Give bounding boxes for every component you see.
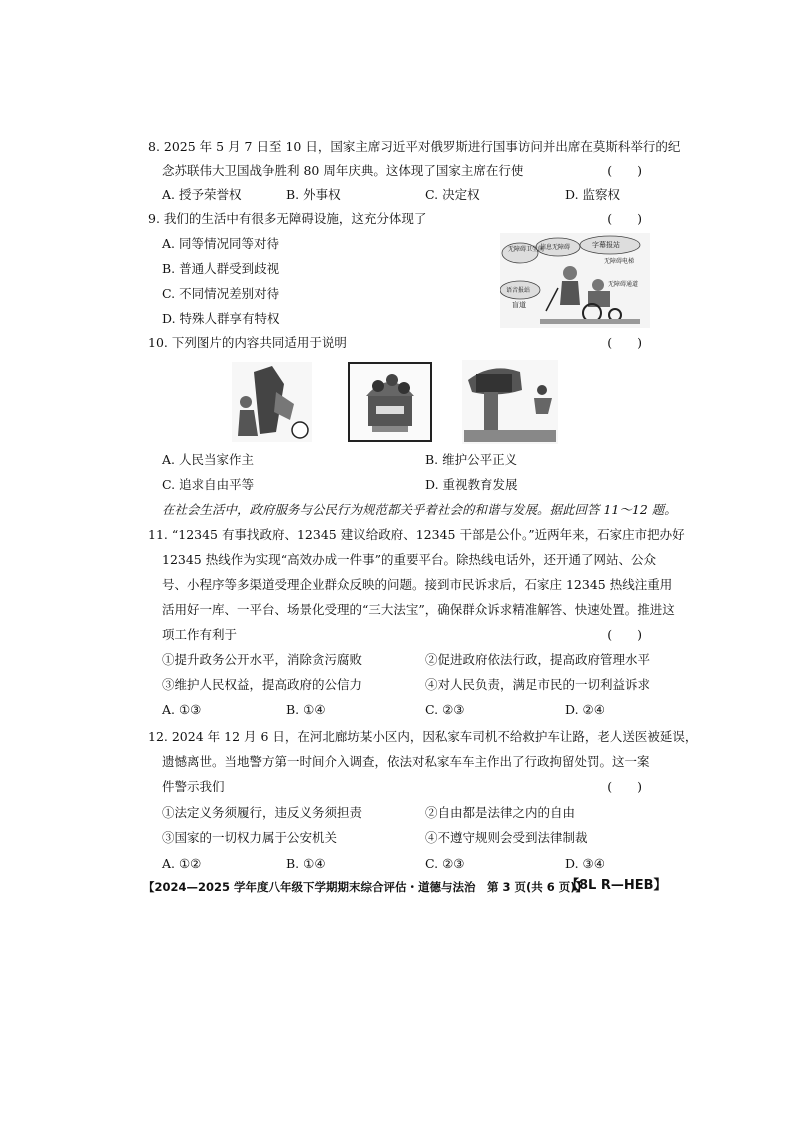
q10-option-b: B. 维护公平正义: [425, 452, 518, 467]
q12-statement-1: ①法定义务须履行，违反义务须担责: [162, 805, 363, 820]
cartoon-left-image: [232, 362, 312, 442]
label-elevator: 无障碍电梯: [604, 258, 635, 265]
q9-option-c: C. 不同情况差别对待: [162, 286, 280, 301]
cartoon-middle-image: [348, 362, 432, 442]
q10-stem: 10. 下列图片的内容共同适用于说明: [148, 335, 347, 350]
q12-statement-2: ②自由都是法律之内的自由: [425, 805, 576, 820]
q10-option-c: C. 追求自由平等: [162, 477, 255, 492]
q11-line4: 活用好一库、一平台、场景化受理的“三大法宝”，确保群众诉求精准解答、快速处置。推进这: [162, 602, 675, 617]
label-subtitle: 字幕报站: [592, 241, 620, 249]
q12-statement-3: ③国家的一切权力属于公安机关: [162, 830, 338, 845]
q11-q12-intro: 在社会生活中，政府服务与公民行为规范都关乎着社会的和谐与发展。据此回答 11～12 题。: [162, 502, 677, 517]
q12-line3: 件警示我们: [162, 779, 225, 794]
q11-statement-2: ②促进政府依法行政，提高政府管理水平: [425, 652, 651, 667]
q11-line3: 号、小程序等多渠道受理企业群众反映的问题。接到市民诉求后，石家庄 12345 热线注重用: [162, 577, 673, 592]
q8-option-d: D. 监察权: [565, 187, 621, 202]
q8-option-a: A. 授予荣誉权: [162, 187, 242, 202]
q8-option-b: B. 外事权: [286, 187, 341, 202]
accessibility-facilities-cartoon: [500, 233, 650, 328]
q12-line2: 遗憾离世。当地警方第一时间介入调查，依法对私家车车主作出了行政拘留处罚。这一案: [162, 754, 650, 769]
q12-option-c: C. ②③: [425, 856, 465, 871]
cartoon-right-image: [462, 360, 558, 444]
q11-statement-4: ④对人民负责，满足市民的一切利益诉求: [425, 677, 651, 692]
q11-option-b: B. ①④: [286, 702, 326, 717]
q8-option-c: C. 决定权: [425, 187, 480, 202]
label-restroom: 无障碍卫生间: [508, 246, 545, 253]
q11-line2: 12345 热线作为实现“高效办成一件事”的重要平台。除热线电话外，还开通了网站、公众: [162, 552, 657, 567]
q11-line1: 11. “12345 有事找政府、12345 建议给政府、12345 干部是公仆。”近两年来，石家庄市把办好: [148, 527, 685, 542]
footer-exam-info: 【2024—2025 学年度八年级下学期期末综合评估・道德与法治 第 3 页(共 6 页)】: [143, 880, 588, 894]
label-tactile: 盲道: [512, 301, 526, 309]
q9-answer-paren: ( ): [607, 211, 642, 226]
q12-statement-4: ④不遵守规则会受到法律制裁: [425, 830, 588, 845]
q9-option-a: A. 同等情况同等对待: [162, 236, 279, 251]
q11-option-c: C. ②③: [425, 702, 465, 717]
label-voice: 语音报站: [506, 287, 531, 294]
q11-line5: 项工作有利于: [162, 627, 238, 642]
q12-option-d: D. ③④: [565, 856, 605, 871]
q12-option-a: A. ①②: [162, 856, 202, 871]
q8-stem-line2: 念苏联伟大卫国战争胜利 80 周年庆典。这体现了国家主席在行使: [162, 163, 524, 178]
q9-stem: 9. 我们的生活中有很多无障碍设施，这充分体现了: [148, 211, 427, 226]
label-passage: 无障碍通道: [608, 281, 639, 288]
q11-answer-paren: ( ): [607, 627, 642, 642]
q12-option-b: B. ①④: [286, 856, 326, 871]
q11-statement-3: ③维护人民权益，提高政府的公信力: [162, 677, 363, 692]
q9-option-b: B. 普通人群受到歧视: [162, 261, 280, 276]
label-info: 信息无障碍: [540, 244, 571, 251]
q10-option-d: D. 重视教育发展: [425, 477, 518, 492]
q8-stem-line1: 8. 2025 年 5 月 7 日至 10 日，国家主席习近平对俄罗斯进行国事访问并出席在莫斯科举行的纪: [148, 139, 681, 154]
q12-line1: 12. 2024 年 12 月 6 日，在河北廊坊某小区内，因私家车司机不给救护车让路，老人送医被延误，: [148, 729, 698, 744]
q11-statement-1: ①提升政务公开水平，消除贪污腐败: [162, 652, 363, 667]
q12-answer-paren: ( ): [607, 779, 642, 794]
q8-answer-paren: ( ): [607, 163, 642, 178]
q10-option-a: A. 人民当家作主: [162, 452, 254, 467]
q10-answer-paren: ( ): [607, 335, 642, 350]
q9-option-d: D. 特殊人群享有特权: [162, 311, 280, 326]
footer-paper-code: 【8L R—HEB】: [566, 878, 667, 893]
q11-option-d: D. ②④: [565, 702, 605, 717]
q11-option-a: A. ①③: [162, 702, 202, 717]
